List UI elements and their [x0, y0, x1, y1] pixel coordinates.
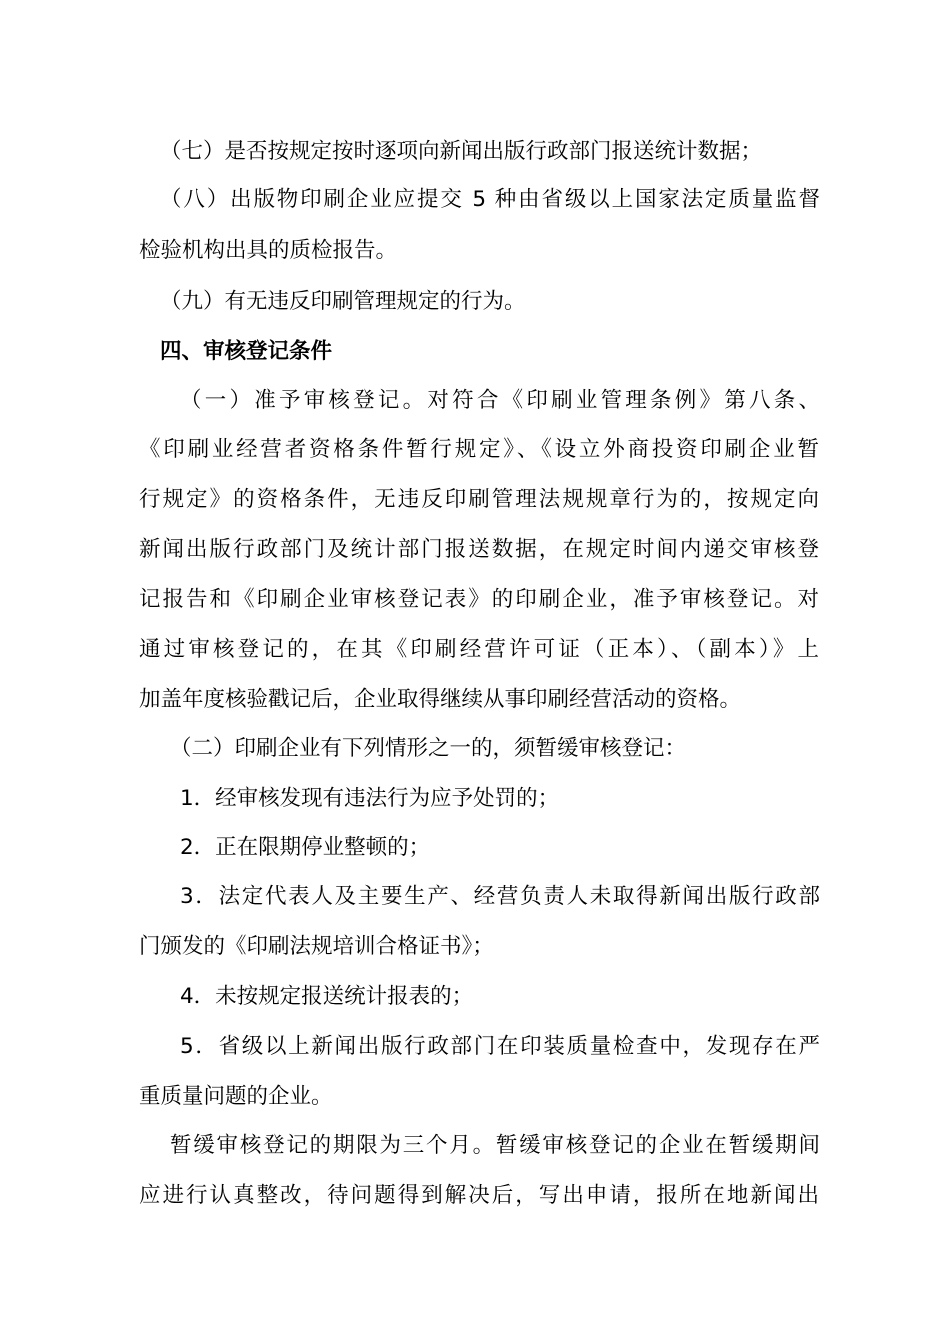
list-item-1: 1．经审核发现有违法行为应予处罚的；	[180, 786, 560, 811]
item-9-line: （九）有无违反印刷管理规定的行为。	[160, 289, 526, 314]
list-item-5-line-1: 5．省级以上新闻出版行政部门在印装质量检查中，发现存在严	[180, 1034, 820, 1059]
para-1-line-3: 行规定》的资格条件，无违反印刷管理法规规章行为的，按规定向	[139, 487, 819, 512]
para-1-line-7: 加盖年度核验戳记后，企业取得继续从事印刷经营活动的资格。	[139, 687, 742, 712]
list-item-3-line-2: 门颁发的《印刷法规培训合格证书》；	[139, 934, 494, 959]
item-8-line-2: 检验机构出具的质检报告。	[139, 238, 398, 263]
para-2-line: （二）印刷企业有下列情形之一的，须暂缓审核登记：	[170, 736, 687, 761]
para-1-line-4: 新闻出版行政部门及统计部门报送数据，在规定时间内递交审核登	[139, 537, 819, 562]
para-3-line-1: 暂缓审核登记的期限为三个月。暂缓审核登记的企业在暂缓期间	[170, 1133, 820, 1158]
para-1-line-1: （一）准予审核登记。对符合《印刷业管理条例》第八条、	[180, 388, 820, 413]
para-1-line-2: 《印刷业经营者资格条件暂行规定》、《设立外商投资印刷企业暂	[139, 437, 819, 462]
section-heading-4: 四、审核登记条件	[160, 339, 333, 364]
list-item-5-line-2: 重质量问题的企业。	[139, 1084, 333, 1109]
list-item-3-line-1: 3．法定代表人及主要生产、经营负责人未取得新闻出版行政部	[180, 884, 820, 909]
list-item-2: 2．正在限期停业整顿的；	[180, 835, 431, 860]
item-7-line: （七）是否按规定按时逐项向新闻出版行政部门报送统计数据；	[160, 139, 763, 164]
list-item-4: 4．未按规定报送统计报表的；	[180, 984, 474, 1009]
para-1-line-5: 记报告和《印刷企业审核登记表》的印刷企业，准予审核登记。对	[139, 587, 819, 612]
item-8-line-1: （八）出版物印刷企业应提交 5 种由省级以上国家法定质量监督	[160, 187, 820, 212]
para-1-line-6: 通过审核登记的，在其《印刷经营许可证（正本）、（副本）》上	[139, 637, 819, 662]
para-3-line-2: 应进行认真整改，待问题得到解决后，写出申请，报所在地新闻出	[139, 1183, 819, 1208]
